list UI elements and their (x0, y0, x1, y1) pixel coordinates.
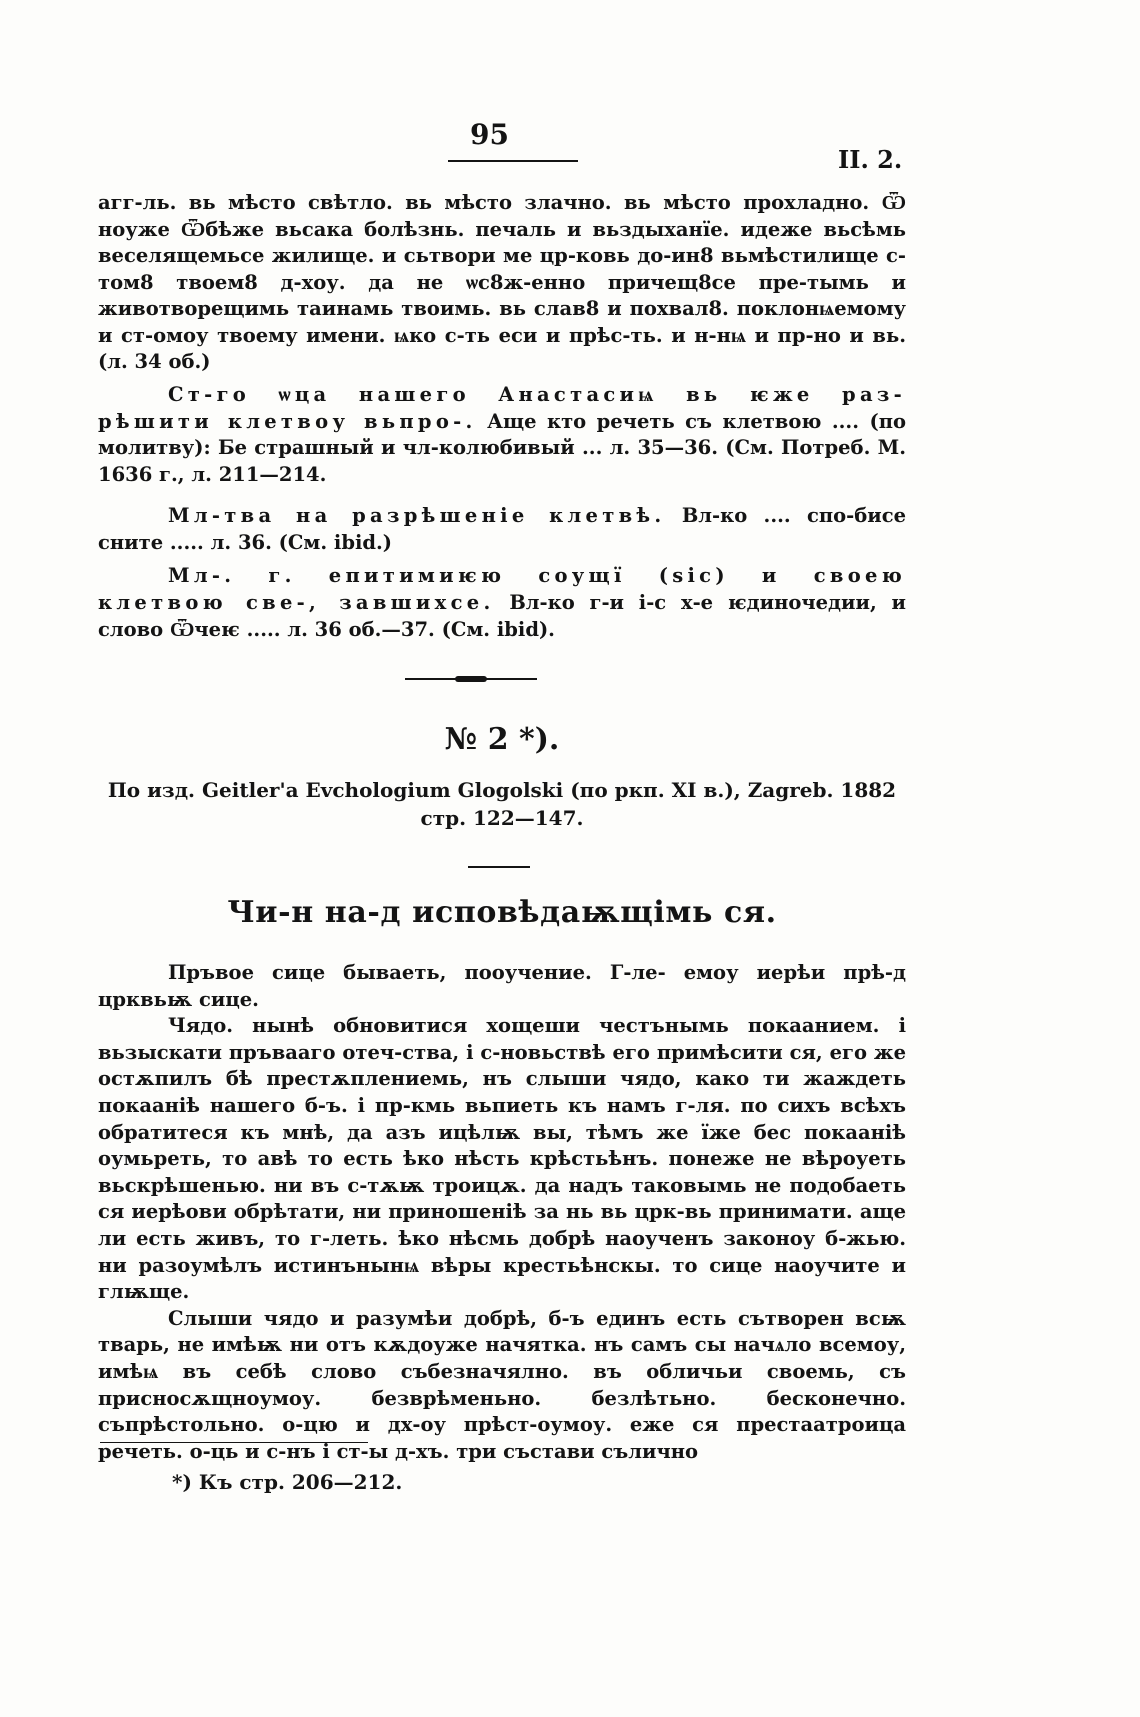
entry-1-body: Аще кто речеть съ клетвою .... (по молитву): Бе страшный и чл-колюбивый ... л. 35—36. (См. Потреб. М. 1636 г., л. 211—214. (98, 409, 906, 486)
entry-2 (98, 502, 906, 556)
entry-3-text (98, 562, 906, 643)
page-number: 95 (470, 118, 509, 151)
rite-text (98, 960, 906, 1465)
footnote-rule (100, 1442, 368, 1443)
entry-1-heading: Ст-го ѡца нашего Анастасиѩ вь ѥже раз-рѣшити клетвоу вьпро-. (98, 383, 906, 433)
section-mark: II. 2. (838, 145, 903, 174)
entry-1-text (98, 382, 906, 488)
edition-line-1: По изд. Geitler'а Evchologium Glogolski (по ркп. XI в.), Zagreb. 1882 (107, 778, 897, 802)
rite-title: Чи-н на-д исповѣдаѭщімь ся. (227, 895, 777, 930)
rite-paragraph: Пръвое сице бываеть, пооучение. Г-ле- емоу иерѣи прѣ-д црквьѭ сице. (98, 961, 906, 1011)
document-number: № 2 *). (444, 722, 560, 757)
entry-3-body: Вл-ко г-и і-с х-е ѥдиночедии, и слово Ѿчеѥ ..... л. 36 об.—37. (См. ibid). (98, 591, 906, 641)
entry-3-heading: Мл-. г. епитимиѥю соущї (sic) и своею клетвою све-, завшихсе. (98, 564, 906, 614)
continuation-text (98, 190, 906, 376)
entry-2-text (98, 502, 906, 556)
rite-paragraph: Чядо. нынѣ обновитися хощеши честънымь покаанием. і вьзыскати пръвааго отеч-ства, і с-новьствѣ его примѣсити ся, его же остѫпилъ бѣ престѫплениемь, нъ слыши чядо, како ти жаждеть покаанiѣ нашего б-ъ. і пр-кмь вьпиеть къ намъ г-ля. по сихъ всѣхъ обратитеся къ мнѣ, да азъ ицѣлѭ вы, тѣмъ же їже бес покаанiѣ оумьреть, то авѣ то есть ѣко нѣсть крѣстьѣнъ. понеже не вѣроуеть вьскрѣшенью. ни въ с-тѫѭ троицѫ. да надъ таковымь не подобаеть ся иерѣови обрѣтати, ни приношенiѣ за нь вь црк-вь принимати. аще ли есть живъ, то г-леть. ѣко нѣсмь добрѣ наоученъ законоу б-жью. ни разоумѣлъ истинънынѩ вѣры крестьѣнскы. то сице наоучите и глѭще. (98, 1014, 906, 1304)
entry-1 (98, 382, 906, 488)
header-rule (448, 160, 578, 162)
title-rule (468, 866, 530, 868)
entry-3 (98, 562, 906, 643)
edition-line-2: стр. 122—147. (420, 806, 584, 830)
rite-paragraph: Слыши чядо и разумѣи добрѣ, б-ъ единъ есть сътворен всѭ тварь, не имѣѭ ни отъ кѫдоуже начятка. нъ самъ сы начѧло всемоу, имѣѩ въ себѣ слово събезначялно. въ обличьи своемь, съ присносѫщноумоу. безврѣменьно. безлѣтьно. бесконечно. съпрѣстольно. о-цю и дх-оу прѣст-оумоу. еже ся престаатроица речеть. о-ць и с-нъ і ст-ы д-хъ. три състави сълично (98, 1306, 906, 1463)
continuation-paragraph: агг-ль. вь мѣсто свѣтло. вь мѣсто злачно. вь мѣсто прохладно. Ѿ ноужe Ѿбѣже вьсака болѣзнь. печаль и вьздыханїе. идеже вьсѣмь веселящемьсе жилище. и сьтвори ме цр-ковь до-ин8 вьмѣстилище с-том8 твоем8 д-хоу. да не ѡс8ж-енно причещ8се пре-тымь и животворещимь таинамь твоимь. вь слав8 и похвал8. поклонѩемому и ст-омоу твоему имени. ѩко с-ть еси и прѣс-ть. и н-нѩ и пр-но и вь. (л. 34 об.) (98, 191, 906, 373)
footnote: *) Къ стр. 206—212. (172, 1470, 403, 1494)
edition-reference (98, 776, 906, 832)
entry-2-heading: Мл-тва на разрѣшеніе клетвѣ. (168, 504, 666, 527)
separator-ornament (455, 676, 487, 682)
entry-2-body: Вл-ко .... спо-бисе сните ..... л. 36. (См. ibid.) (98, 504, 906, 554)
section-separator (405, 677, 537, 681)
